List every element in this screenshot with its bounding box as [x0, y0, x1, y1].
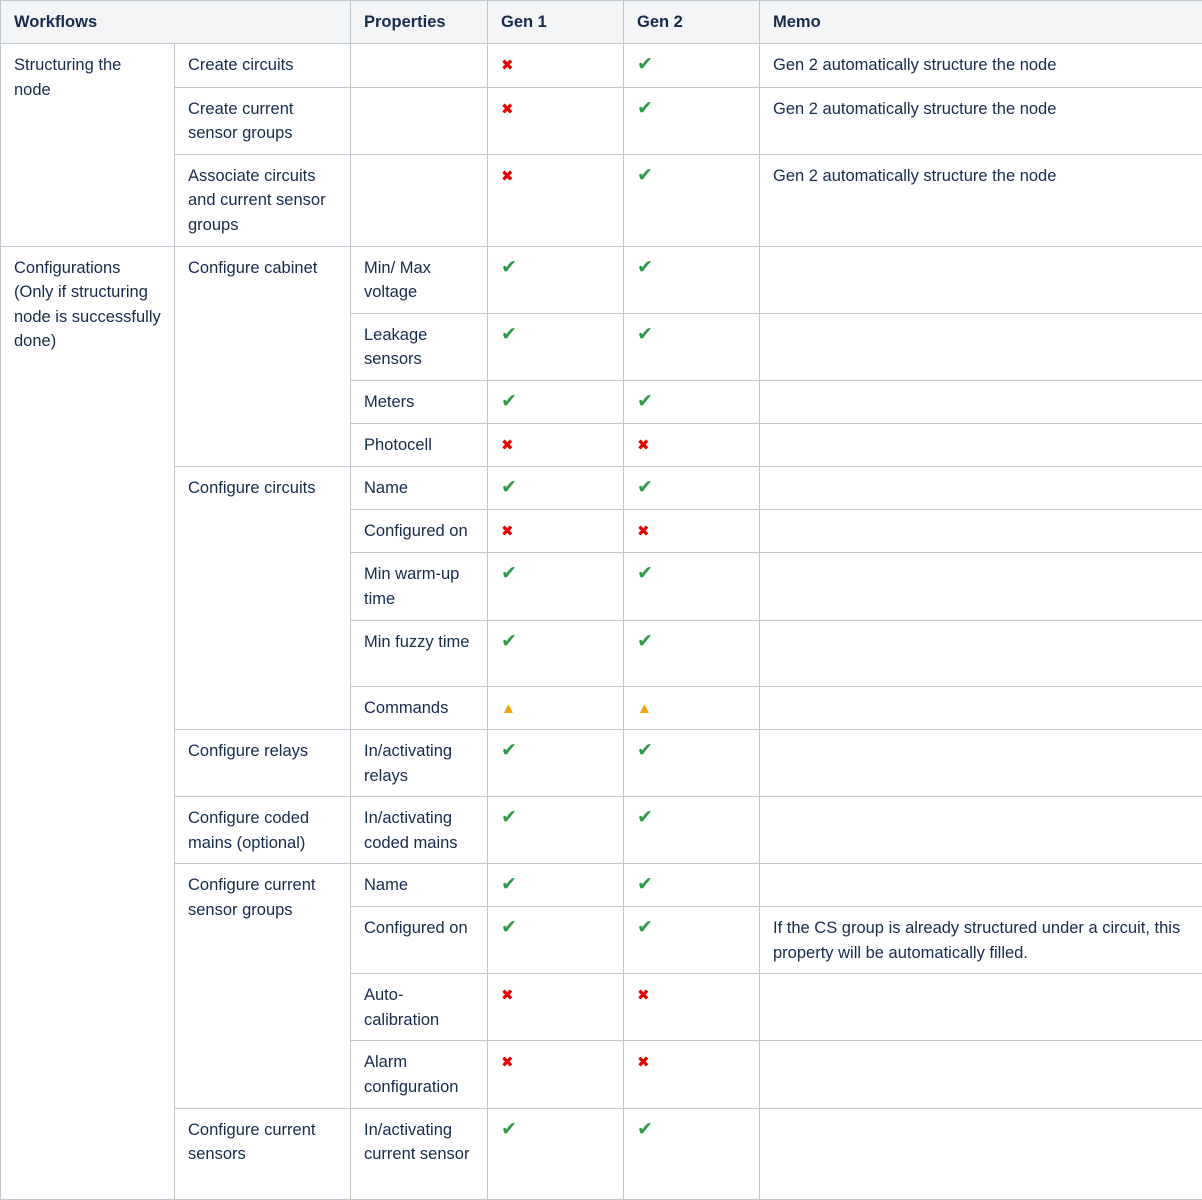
task-cell: Configure cabinet	[175, 246, 351, 467]
memo-cell	[760, 423, 1202, 467]
memo-cell	[760, 380, 1202, 423]
task-cell: Configure coded mains (optional)	[175, 797, 351, 864]
property-cell: Name	[351, 467, 488, 510]
property-cell: In/activating relays	[351, 730, 488, 797]
workflow-cell: Configurations (Only if structuring node is successfully done)	[1, 246, 175, 1199]
gen1-cell	[488, 313, 624, 380]
gen2-cell	[624, 380, 760, 423]
task-cell: Create current sensor groups	[175, 87, 351, 154]
gen1-cell	[488, 44, 624, 88]
cross-icon: ✖	[501, 168, 514, 185]
memo-cell: Gen 2 automatically structure the node	[760, 44, 1202, 88]
check-icon: ✔	[637, 391, 653, 412]
memo-cell: Gen 2 automatically structure the node	[760, 154, 1202, 246]
property-cell: In/activating current sensor	[351, 1108, 488, 1199]
cross-icon: ✖	[637, 523, 650, 540]
check-icon: ✔	[637, 1119, 653, 1140]
gen2-cell	[624, 246, 760, 313]
check-icon: ✔	[501, 477, 517, 498]
cross-icon: ✖	[501, 101, 514, 118]
property-cell: Photocell	[351, 423, 488, 467]
table-row	[1, 864, 1202, 907]
gen1-cell	[488, 87, 624, 154]
gen1-cell	[488, 509, 624, 553]
warning-icon: ▲	[637, 700, 652, 717]
header-gen1: Gen 1	[488, 1, 624, 44]
memo-cell	[760, 1108, 1202, 1199]
check-icon: ✔	[637, 324, 653, 345]
property-cell	[351, 87, 488, 154]
gen2-cell	[624, 553, 760, 620]
table-row	[1, 730, 1202, 797]
check-icon: ✔	[637, 740, 653, 761]
gen1-cell	[488, 380, 624, 423]
check-icon: ✔	[637, 54, 653, 75]
table-row	[1, 1108, 1202, 1199]
gen1-cell	[488, 907, 624, 974]
header-memo: Memo	[760, 1, 1202, 44]
property-cell: Auto-calibration	[351, 974, 488, 1041]
gen1-cell	[488, 423, 624, 467]
check-icon: ✔	[637, 874, 653, 895]
check-icon: ✔	[637, 98, 653, 119]
check-icon: ✔	[501, 1119, 517, 1140]
task-cell: Associate circuits and current sensor groups	[175, 154, 351, 246]
header-properties: Properties	[351, 1, 488, 44]
memo-cell: If the CS group is already structured under a circuit, this property will be automatically filled.	[760, 907, 1202, 974]
header-gen2: Gen 2	[624, 1, 760, 44]
gen2-cell	[624, 974, 760, 1041]
check-icon: ✔	[501, 740, 517, 761]
check-icon: ✔	[637, 631, 653, 652]
gen1-cell	[488, 797, 624, 864]
table-row	[1, 44, 1202, 88]
cross-icon: ✖	[501, 437, 514, 454]
gen2-cell	[624, 1041, 760, 1108]
memo-cell	[760, 467, 1202, 510]
cross-icon: ✖	[637, 1054, 650, 1071]
memo-cell	[760, 730, 1202, 797]
memo-cell	[760, 974, 1202, 1041]
workflow-cell: Structuring the node	[1, 44, 175, 247]
property-cell: Commands	[351, 686, 488, 730]
check-icon: ✔	[637, 807, 653, 828]
property-cell: Min warm-up time	[351, 553, 488, 620]
check-icon: ✔	[501, 324, 517, 345]
cross-icon: ✖	[501, 987, 514, 1004]
table-row	[1, 87, 1202, 154]
cross-icon: ✖	[501, 1054, 514, 1071]
gen2-cell	[624, 1108, 760, 1199]
gen2-cell	[624, 686, 760, 730]
check-icon: ✔	[637, 165, 653, 186]
check-icon: ✔	[637, 563, 653, 584]
check-icon: ✔	[501, 391, 517, 412]
gen1-cell	[488, 553, 624, 620]
cross-icon: ✖	[637, 437, 650, 454]
table-row	[1, 246, 1202, 313]
gen1-cell	[488, 620, 624, 686]
memo-cell	[760, 553, 1202, 620]
memo-cell	[760, 509, 1202, 553]
check-icon: ✔	[501, 807, 517, 828]
gen1-cell	[488, 974, 624, 1041]
property-cell: Configured on	[351, 509, 488, 553]
memo-cell	[760, 246, 1202, 313]
property-cell	[351, 44, 488, 88]
memo-cell	[760, 313, 1202, 380]
gen2-cell	[624, 313, 760, 380]
cross-icon: ✖	[637, 987, 650, 1004]
memo-cell	[760, 797, 1202, 864]
gen2-cell	[624, 467, 760, 510]
property-cell: Leakage sensors	[351, 313, 488, 380]
header-row	[1, 1, 1202, 44]
warning-icon: ▲	[501, 700, 516, 717]
gen1-cell	[488, 864, 624, 907]
property-cell: Meters	[351, 380, 488, 423]
task-cell: Configure current sensors	[175, 1108, 351, 1199]
check-icon: ✔	[501, 917, 517, 938]
check-icon: ✔	[501, 874, 517, 895]
gen1-cell	[488, 1041, 624, 1108]
memo-cell	[760, 1041, 1202, 1108]
gen2-cell	[624, 423, 760, 467]
gen2-cell	[624, 154, 760, 246]
memo-cell: Gen 2 automatically structure the node	[760, 87, 1202, 154]
gen2-cell	[624, 44, 760, 88]
memo-cell	[760, 864, 1202, 907]
memo-cell	[760, 620, 1202, 686]
gen2-cell	[624, 87, 760, 154]
task-cell: Configure circuits	[175, 467, 351, 730]
property-cell: In/activating coded mains	[351, 797, 488, 864]
gen1-cell	[488, 154, 624, 246]
header-workflows: Workflows	[1, 1, 351, 44]
task-cell: Configure current sensor groups	[175, 864, 351, 1108]
gen2-cell	[624, 730, 760, 797]
property-cell: Alarm configuration	[351, 1041, 488, 1108]
gen2-cell	[624, 797, 760, 864]
check-icon: ✔	[637, 477, 653, 498]
check-icon: ✔	[501, 563, 517, 584]
check-icon: ✔	[637, 257, 653, 278]
property-cell: Min fuzzy time	[351, 620, 488, 686]
table-row	[1, 154, 1202, 246]
table-body	[1, 44, 1202, 1200]
property-cell: Name	[351, 864, 488, 907]
property-cell	[351, 154, 488, 246]
cross-icon: ✖	[501, 523, 514, 540]
gen2-cell	[624, 907, 760, 974]
gen2-cell	[624, 620, 760, 686]
table-row	[1, 467, 1202, 510]
cross-icon: ✖	[501, 57, 514, 74]
memo-cell	[760, 686, 1202, 730]
gen1-cell	[488, 467, 624, 510]
gen2-cell	[624, 864, 760, 907]
check-icon: ✔	[501, 631, 517, 652]
property-cell: Configured on	[351, 907, 488, 974]
check-icon: ✔	[501, 257, 517, 278]
gen1-cell	[488, 686, 624, 730]
task-cell: Configure relays	[175, 730, 351, 797]
task-cell: Create circuits	[175, 44, 351, 88]
gen1-cell	[488, 246, 624, 313]
table-row	[1, 797, 1202, 864]
gen1-cell	[488, 1108, 624, 1199]
gen1-cell	[488, 730, 624, 797]
gen2-cell	[624, 509, 760, 553]
check-icon: ✔	[637, 917, 653, 938]
property-cell: Min/ Max voltage	[351, 246, 488, 313]
